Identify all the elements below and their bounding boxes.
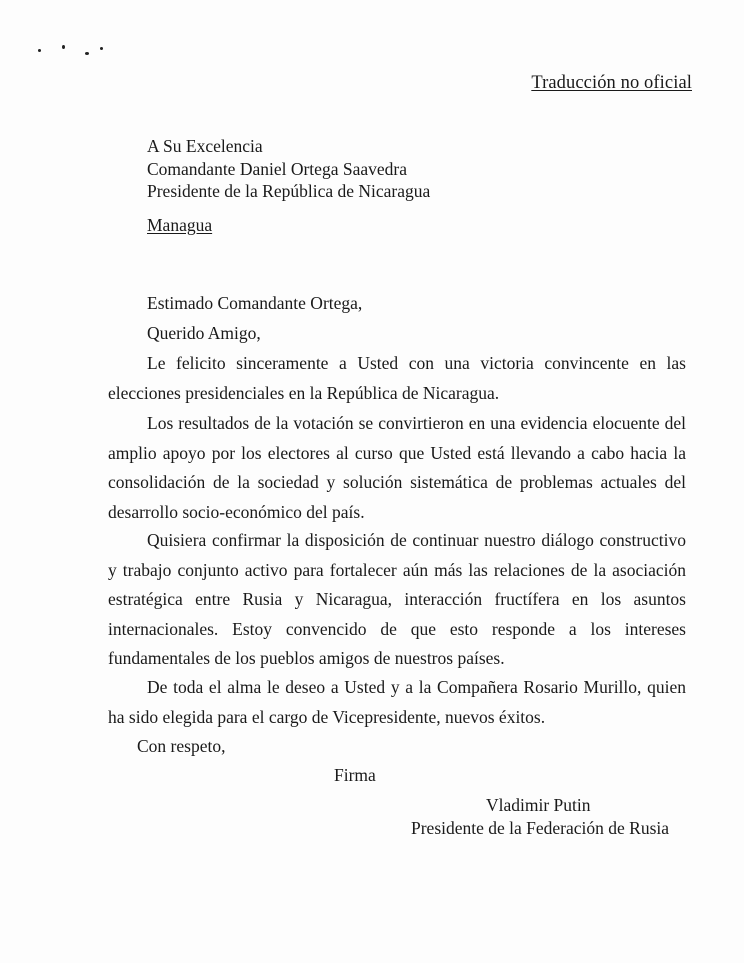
recipient-block [147, 135, 430, 203]
paragraph-results: Los resultados de la votación se convirtieron en una evidencia elocuente del amplio apoyo por los electores al curso que Usted está llevando a cabo hacia la consolidación de la sociedad y solución sistemática de problemas actuales del desarrollo socio-económico del país. [108, 413, 686, 522]
translation-note: Traducción no oficial [531, 73, 692, 93]
closing-text: Con respeto, [137, 736, 226, 756]
recipient-name: Comandante Daniel Ortega Saavedra [147, 158, 407, 179]
signer-title: Presidente de la Federación de Rusia [411, 818, 670, 838]
recipient-city: Managua [147, 215, 213, 235]
greeting-line-1: Estimado Comandante Ortega, [147, 293, 363, 313]
paragraph-cooperation: Quisiera confirmar la disposición de continuar nuestro diálogo constructivo y trabajo conjunto activo para fortalecer aún más las relaciones de la asociación estratégica entre Rusia y Nicaragua, interacción fructífera en los asuntos internacionales. Estoy convencido de que esto responde a los intereses fundamentales de los pueblos amigos de nuestros países. [108, 530, 686, 668]
recipient-position: Presidente de la República de Nicaragua [147, 181, 431, 201]
greeting-line-2: Querido Amigo, [147, 323, 261, 343]
recipient-honorific: A Su Excelencia [147, 136, 263, 156]
paragraph-congratulations: Le felicito sinceramente a Usted con una victoria convincente en las elecciones presidenciales en la República de Nicaragua. [108, 353, 686, 403]
paragraph-wishes: De toda el alma le deseo a Usted y a la Compañera Rosario Murillo, quien ha sido elegida para el cargo de Vicepresidente, nuevos éxitos. [108, 677, 686, 727]
scan-specks [38, 44, 118, 58]
signature-placeholder: Firma [334, 765, 376, 785]
signer-name: Vladimir Putin [486, 795, 591, 815]
